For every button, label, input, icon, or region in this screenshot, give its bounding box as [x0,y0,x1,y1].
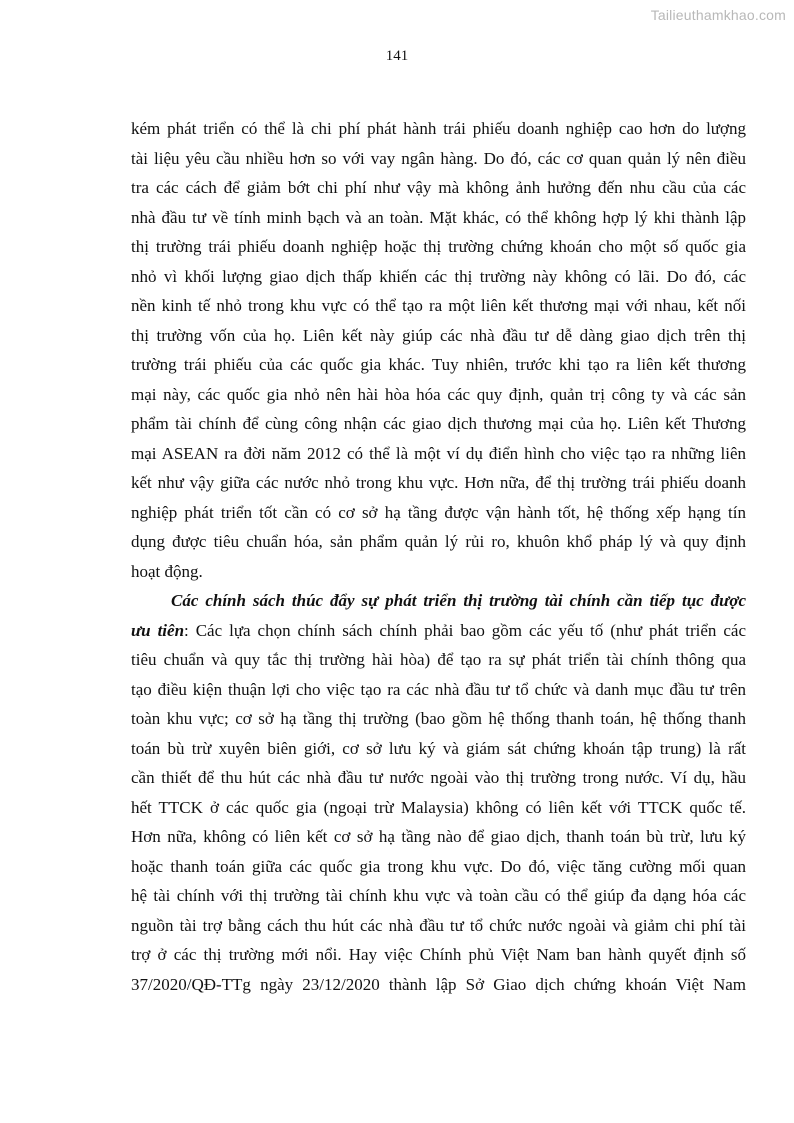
text-line: hoạt động. [131,561,203,581]
body-text [131,114,746,999]
text-line [131,616,746,646]
text-line: thị trường trái phiếu doanh nghiệp hoặc thị trường chứng khoán cho một số quốc gia [131,237,746,256]
text-line: trợ ở các thị trường mới nổi. Hay việc Chính phủ Việt Nam ban hành quyết định số [131,945,746,964]
page-number: 141 [385,48,409,64]
paragraph-1 [131,114,746,586]
text-line: tạo điều kiện thuận lợi cho việc tạo ra các nhà đầu tư tổ chức và danh mục đầu tư trên [131,679,746,699]
text-line: hệ tài chính với thị trường tài chính khu vực và toàn cầu có thể giúp đa dạng hóa các [131,886,746,905]
text-line: mại ASEAN ra đời năm 2012 có thể là một ví dụ điển hình cho việc tạo ra những liên [131,443,746,463]
text-line: phẩm tài chính để cùng công nhận các giao dịch thương mại của họ. Liên kết Thương [131,414,746,433]
section-heading-end: ưu tiên [131,620,185,640]
text-line: toán bù trừ xuyên biên giới, cơ sở lưu ký và giám sát chứng khoán tập trung) là rất [131,738,746,758]
text-line: tài liệu yêu cầu nhiều hơn so với vay ngân hàng. Do đó, các cơ quan quản lý nên điều [131,148,746,168]
watermark: Tailieuthamkhao.com [650,7,786,23]
text-line: tra các cách để giảm bớt chi phí như vậy mà không ảnh hưởng đến nhu cầu của các [131,178,746,197]
text-line: mại này, các quốc gia nhỏ nên hài hòa hóa các quy định, quản trị công ty và các sản [131,384,746,404]
paragraph-2 [131,586,746,999]
text-line: kém phát triển có thể là chi phí phát hành trái phiếu doanh nghiệp cao hơn do lượng [131,119,746,138]
text-run: : Các lựa chọn chính sách chính phải bao gồm các yếu tố (như phát triển các [184,620,746,640]
text-line: Hơn nữa, không có liên kết cơ sở hạ tầng nào để giao dịch, thanh toán bù trừ, lưu ký [131,827,746,846]
text-line: hết TTCK ở các quốc gia (ngoại trừ Malaysia) không có liên kết với TTCK quốc tế. [131,797,746,817]
text-line: dụng được tiêu chuẩn hóa, sản phẩm quản lý rủi ro, khuôn khổ pháp lý và quy định [131,532,746,551]
text-line: nhà đầu tư về tính minh bạch và an toàn. Mặt khác, có thể không hợp lý khi thành lập [131,207,746,227]
section-heading: Các chính sách thúc đẩy sự phát triển thị trường tài chính cần tiếp tục được [171,591,746,610]
text-line: nguồn tài trợ bằng cách thu hút các nhà đầu tư tổ chức nước ngoài và giảm chi phí tài [131,915,746,935]
text-line: nhỏ vì khối lượng giao dịch thấp khiến các thị trường này không có lãi. Do đó, các [131,266,746,286]
text-line: trường trái phiếu của các quốc gia khác. Tuy nhiên, trước khi tạo ra liên kết thương [131,355,746,374]
text-line: nền kinh tế nhỏ trong khu vực có thể tạo ra một liên kết thương mại với nhau, kết nối [131,296,746,315]
text-line: kết như vậy giữa các nước nhỏ trong khu vực. Hơn nữa, để thị trường trái phiếu doanh [131,473,746,492]
text-line: 37/2020/QĐ-TTg ngày 23/12/2020 thành lập Sở Giao dịch chứng khoán Việt Nam [131,974,746,994]
text-line: toàn khu vực; cơ sở hạ tầng thị trường (bao gồm hệ thống thanh toán, hệ thống thanh [131,709,746,728]
text-line: hoặc thanh toán giữa các quốc gia trong khu vực. Do đó, việc tăng cường mối quan [131,856,746,876]
text-line: nghiệp phát triển tốt cần có cơ sở hạ tầng được vận hành tốt, hệ thống xếp hạng tín [131,502,746,522]
text-line: tiêu chuẩn và quy tắc thị trường hài hòa) để tạo ra sự phát triển tài chính thông qua [131,650,746,669]
text-line: cần thiết để thu hút các nhà đầu tư nước ngoài vào thị trường trong nước. Ví dụ, hầu [131,768,746,787]
text-line: thị trường vốn của họ. Liên kết này giúp các nhà đầu tư dễ dàng giao dịch trên thị [131,325,746,345]
